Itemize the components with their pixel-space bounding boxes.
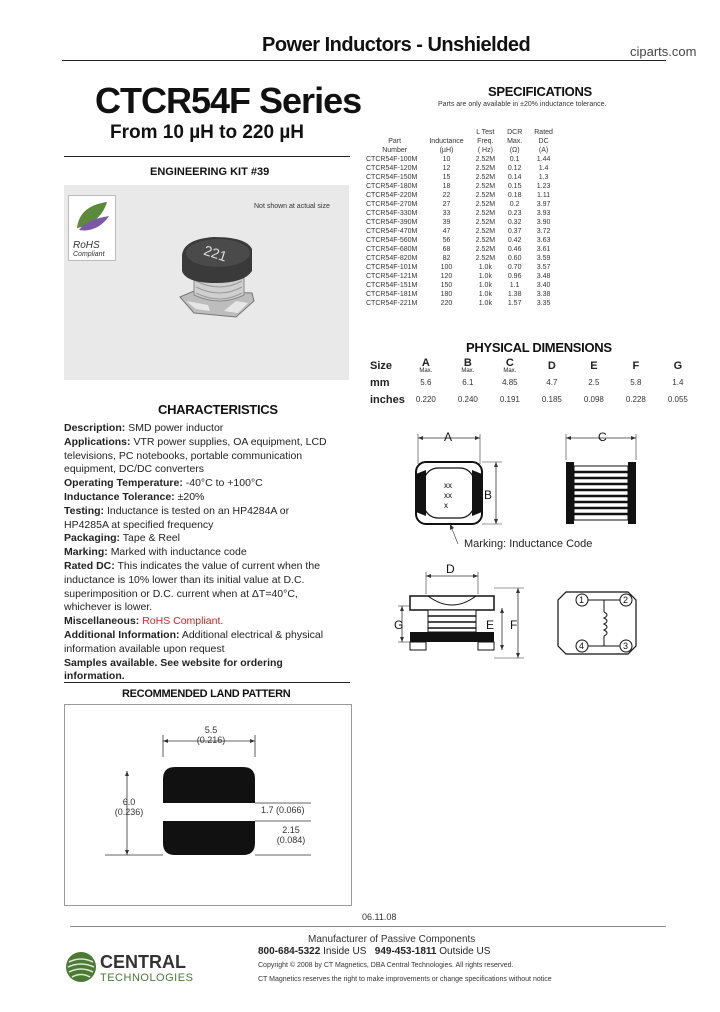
front-view-drawing [398, 572, 524, 658]
spec-value: 1.1 [509, 282, 520, 289]
spec-value: 1.11 [537, 192, 551, 199]
spec-row [366, 182, 559, 191]
physical-dimensions-title: PHYSICAL DIMENSIONS [466, 340, 612, 355]
footer-tagline: Manufacturer of Passive Components [308, 934, 476, 945]
spec-value: 18 [442, 183, 451, 190]
spec-row [366, 209, 559, 218]
op-temp-value: -40°C to +100°C [185, 477, 263, 490]
spec-value: 0.46 [507, 246, 522, 253]
spec-value: 0.18 [507, 192, 522, 199]
spec-value: 68 [442, 246, 451, 253]
misc-value: RoHS Compliant. [142, 615, 224, 628]
spec-value: 1.3 [538, 174, 549, 181]
part-number: CTCR54F-820M [366, 255, 418, 262]
spec-value: 3.35 [536, 300, 551, 307]
spec-tolerance-note: Parts are only available in ±20% inductance tolerance. [438, 101, 607, 108]
spec-value: 39 [442, 219, 451, 226]
dim-inch-value: 0.240 [457, 395, 478, 404]
inductor-illustration [174, 235, 264, 327]
dim-col-header: C Max. [503, 357, 517, 374]
dim-col-header: D [547, 360, 556, 372]
photo-caption: Not shown at actual size [254, 203, 330, 210]
additional-label: Additional Information: [64, 628, 180, 641]
land-gap: 1.7 (0.066) [261, 805, 305, 815]
spec-value: 0.60 [507, 255, 522, 262]
dim-mm-value: 4.7 [546, 378, 558, 387]
rohs-compliant-text: Compliant [73, 251, 105, 258]
marking-note: Marking: Inductance Code [464, 538, 593, 550]
spec-value: 0.70 [507, 264, 522, 271]
spec-header-cell: L Test [476, 129, 495, 136]
svg-text:xx: xx [444, 481, 452, 490]
spec-value: 2.52M [475, 165, 496, 172]
spec-value: 10 [442, 156, 451, 163]
spec-value: 3.72 [536, 228, 551, 235]
mm-label: mm [370, 377, 390, 389]
spec-header-cell: ( Hz) [477, 147, 493, 154]
spec-row [366, 173, 559, 182]
spec-header-cell [366, 128, 423, 137]
spec-value: 2.52M [475, 210, 496, 217]
spec-value: 3.90 [536, 219, 551, 226]
dim-e-label: E [486, 618, 495, 632]
spec-row [366, 164, 559, 173]
logo-technologies: TECHNOLOGIES [100, 972, 194, 984]
part-number: CTCR54F-101M [366, 264, 418, 271]
spec-header-cell: (µH) [439, 147, 454, 154]
spec-value: 2.52M [475, 156, 496, 163]
dim-c-label: C [598, 430, 607, 444]
spec-value: 3.48 [536, 273, 551, 280]
rated-dc-label: Rated DC: [64, 559, 115, 572]
inches-label: inches [370, 394, 405, 406]
footer-phones [258, 946, 490, 957]
rohs-text: RoHS [73, 240, 100, 251]
spec-value: 3.38 [536, 291, 551, 298]
packaging-label: Packaging: [64, 532, 121, 545]
spec-value: 47 [442, 228, 451, 235]
spec-value: 0.12 [507, 165, 522, 172]
dim-inch-value: 0.228 [625, 395, 646, 404]
dim-b-label: B [484, 488, 493, 502]
spec-value: 0.32 [507, 219, 522, 226]
part-number: CTCR54F-150M [366, 174, 418, 181]
spec-value: 1.0k [478, 273, 492, 280]
spec-value: 3.63 [536, 237, 551, 244]
spec-value: 2.52M [475, 219, 496, 226]
samples-note[interactable]: Samples available. See website for ordering information. [64, 656, 283, 683]
spec-value: 100 [440, 264, 453, 271]
spec-value: 0.23 [507, 210, 522, 217]
applications-label: Applications: [64, 435, 131, 448]
spec-row [366, 299, 559, 308]
op-temp-label: Operating Temperature: [64, 477, 183, 490]
dim-mm-value: 1.4 [672, 378, 684, 387]
packaging-value: Tape & Reel [122, 532, 180, 545]
title-rule [64, 156, 350, 157]
dim-inch-value: 0.098 [583, 395, 604, 404]
spec-value: 0.2 [509, 201, 520, 208]
svg-text:xx: xx [444, 491, 452, 500]
spec-value: 15 [442, 174, 451, 181]
spec-value: 33 [442, 210, 451, 217]
part-number: CTCR54F-100M [366, 156, 418, 163]
spec-header-cell: DCR [507, 129, 523, 136]
spec-value: 1.4 [538, 165, 549, 172]
characteristics-block [64, 422, 336, 684]
footer-rule [70, 926, 666, 927]
engineering-kit: ENGINEERING KIT #39 [150, 166, 270, 178]
inside-us: Inside US [323, 946, 367, 957]
dim-col-header: F [632, 360, 640, 372]
tolerance-label: Inductance Tolerance: [64, 490, 175, 503]
spec-row [366, 191, 559, 200]
page-header-title: Power Inductors - Unshielded [262, 34, 531, 56]
outside-us: Outside US [439, 946, 491, 957]
land-height: 6.0 (0.236) [114, 797, 144, 817]
pin-2: 2 [623, 595, 629, 605]
dim-col-header: A Max. [419, 357, 433, 374]
part-number: CTCR54F-180M [366, 183, 418, 190]
spec-value: 1.0k [478, 282, 492, 289]
spec-value: 0.37 [507, 228, 522, 235]
spec-header-cell [423, 128, 469, 137]
part-number: CTCR54F-181M [366, 291, 418, 298]
spec-row [366, 200, 559, 209]
marking-value: Marked with inductance code [110, 546, 247, 559]
spec-header-cell: Part [388, 138, 402, 145]
spec-header-cell: Inductance [429, 138, 464, 145]
pin-4: 4 [579, 641, 585, 651]
dim-d-label: D [446, 562, 455, 576]
part-number: CTCR54F-151M [366, 282, 418, 289]
svg-text:x: x [444, 501, 448, 510]
spec-header-cell: DC [538, 138, 549, 145]
dims-table-wrap [370, 358, 699, 408]
pin-3: 3 [623, 641, 629, 651]
marking-label: Marking: [64, 546, 108, 559]
dim-mm-value: 5.8 [630, 378, 642, 387]
part-number: CTCR54F-560M [366, 237, 418, 244]
logo-central: CENTRAL [100, 952, 186, 972]
disclaimer: CT Magnetics reserves the right to make improvements or change specifications without notice [258, 976, 552, 983]
series-title: CTCR54F Series [95, 80, 362, 121]
dim-mm-value: 4.85 [502, 378, 518, 387]
spec-value: 3.93 [536, 210, 551, 217]
spec-value: 0.42 [507, 237, 522, 244]
part-number: CTCR54F-680M [366, 246, 418, 253]
spec-value: 3.97 [536, 201, 551, 208]
dim-col-header: G [673, 360, 683, 372]
size-label: Size [370, 360, 393, 372]
product-photo [64, 185, 349, 380]
spec-value: 0.14 [507, 174, 522, 181]
spec-value: 2.52M [475, 255, 496, 262]
spec-value: 2.52M [475, 228, 496, 235]
part-number: CTCR54F-270M [366, 201, 418, 208]
spec-table-wrap [366, 128, 559, 308]
dim-f-label: F [510, 618, 518, 632]
spec-value: 0.15 [507, 183, 522, 190]
dim-mm-value: 2.5 [588, 378, 600, 387]
spec-row [366, 236, 559, 245]
spec-value: 1.0k [478, 264, 492, 271]
dim-col-header: E [590, 360, 598, 372]
spec-header-cell: Number [382, 147, 408, 154]
dim-col-header: B Max. [461, 357, 475, 374]
part-number: CTCR54F-220M [366, 192, 418, 199]
spec-value: 3.59 [536, 255, 551, 262]
applications-value: VTR power supplies, OA equipment, LCD televisions, PC notebooks, portable communication equipment, DC/DC converters [64, 435, 327, 476]
dim-inch-value: 0.185 [541, 395, 562, 404]
spec-table [366, 128, 559, 308]
spec-value: 12 [442, 165, 451, 172]
header-rule [62, 60, 666, 61]
part-number: CTCR54F-120M [366, 165, 418, 172]
dim-a-label: A [444, 430, 453, 444]
spec-value: 3.57 [536, 264, 551, 271]
dim-inch-value: 0.055 [667, 395, 688, 404]
part-number: CTCR54F-470M [366, 228, 418, 235]
spec-value: 1.23 [536, 183, 551, 190]
spec-value: 22 [442, 192, 451, 199]
spec-value: 2.52M [475, 183, 496, 190]
spec-row [366, 254, 559, 263]
spec-value: 2.52M [475, 237, 496, 244]
description-value: SMD power inductor [128, 422, 224, 434]
side-view-c-drawing [566, 434, 636, 524]
land-pattern-box [64, 704, 352, 906]
spec-header-cell: (A) [538, 147, 549, 154]
land-pattern-title: RECOMMENDED LAND PATTERN [122, 688, 291, 700]
testing-value: Inductance is tested on an HP4284A or HP4285A at specified frequency [64, 504, 290, 531]
spec-value: 1.44 [536, 156, 551, 163]
spec-row [366, 281, 559, 290]
part-number: CTCR54F-221M [366, 300, 418, 307]
revision-date: 06.11.08 [362, 912, 397, 922]
spec-header-cell: Freq. [477, 138, 494, 145]
pin-1: 1 [579, 595, 585, 605]
land-width: 5.5 (0.216) [196, 725, 226, 745]
testing-label: Testing: [64, 504, 105, 517]
spec-row [366, 227, 559, 236]
spec-value: 150 [440, 282, 453, 289]
spec-value: 56 [442, 237, 451, 244]
spec-value: 3.40 [536, 282, 551, 289]
description-label: Description: [64, 422, 126, 434]
copyright: Copyright © 2008 by CT Magnetics, DBA Central Technologies. All rights reserved. [258, 962, 514, 969]
rohs-badge [68, 195, 116, 261]
specifications-title: SPECIFICATIONS [488, 84, 592, 99]
spec-row [366, 155, 559, 164]
dims-table [370, 358, 699, 408]
land-rule [64, 682, 350, 683]
dim-inch-value: 0.220 [415, 395, 436, 404]
spec-header-cell: (Ω) [509, 147, 520, 154]
tolerance-value: ±20% [177, 490, 205, 503]
spec-value: 82 [442, 255, 451, 262]
spec-value: 0.1 [509, 156, 520, 163]
part-marking: 221 [201, 242, 230, 265]
spec-value: 0.96 [507, 273, 522, 280]
spec-value: 1.0k [478, 291, 492, 298]
part-number: CTCR54F-390M [366, 219, 418, 226]
spec-row [366, 218, 559, 227]
spec-row [366, 263, 559, 272]
spec-header-cell: Max. [507, 138, 523, 145]
spec-row [366, 245, 559, 254]
spec-row [366, 272, 559, 281]
spec-value: 220 [440, 300, 453, 307]
phone-outside[interactable]: 949-453-1811 [374, 946, 437, 957]
part-number: CTCR54F-121M [366, 273, 418, 280]
inductance-range: From 10 µH to 220 µH [110, 122, 304, 143]
spec-value: 2.52M [475, 201, 496, 208]
land-pad: 2.15 (0.084) [276, 825, 306, 845]
spec-value: 1.0k [478, 300, 492, 307]
dim-mm-value: 6.1 [462, 378, 474, 387]
dim-inch-value: 0.191 [499, 395, 520, 404]
spec-value: 3.61 [536, 246, 551, 253]
spec-value: 180 [440, 291, 453, 298]
site-url[interactable]: ciparts.com [630, 44, 697, 59]
additional-value: Additional electrical & physical information available upon request [64, 628, 324, 655]
spec-value: 1.57 [507, 300, 522, 307]
phone-us[interactable]: 800-684-5322 [258, 946, 321, 957]
spec-value: 2.52M [475, 174, 496, 181]
leaf-icon [69, 196, 115, 236]
spec-value: 27 [442, 201, 451, 208]
misc-label: Miscellaneous: [64, 615, 140, 628]
spec-value: 120 [440, 273, 453, 280]
spec-value: 1.38 [507, 291, 522, 298]
spec-header-cell: Rated [534, 129, 553, 136]
spec-value: 2.52M [475, 246, 496, 253]
part-number: CTCR54F-330M [366, 210, 418, 217]
spec-value: 2.52M [475, 192, 496, 199]
dim-mm-value: 5.6 [420, 378, 432, 387]
central-logo-icon [64, 950, 98, 984]
rated-dc-value: This indicates the value of current when the inductance is 10% lower than its initial value at D.C. superimposition or D.C. current when at ΔT=40°C, whichever is lower. [64, 559, 321, 614]
characteristics-title: CHARACTERISTICS [158, 402, 278, 417]
dim-g-label: G [394, 618, 404, 632]
spec-row [366, 290, 559, 299]
